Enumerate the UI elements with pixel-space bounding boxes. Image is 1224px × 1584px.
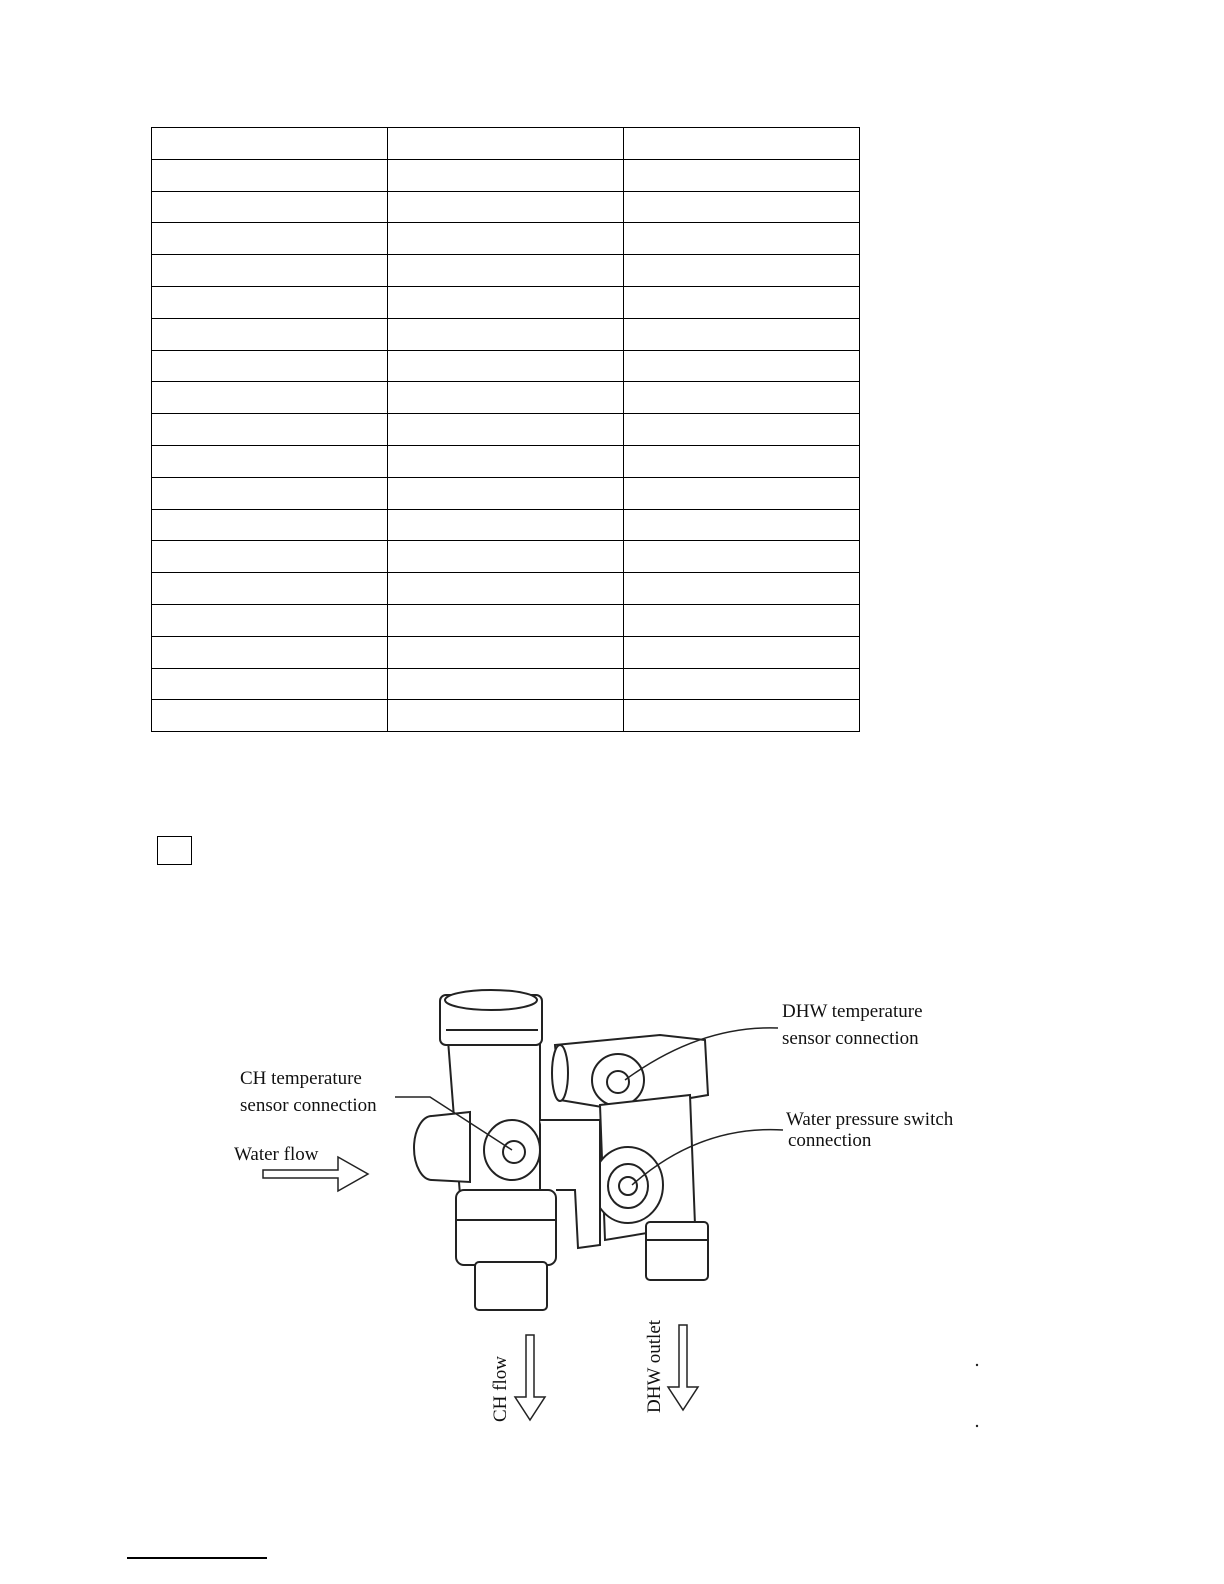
ch-lower-coupling [456, 1190, 556, 1265]
pressure-switch-label-line2: connection [788, 1130, 872, 1151]
stray-dot [976, 1425, 978, 1427]
dhw-outlet-arrow [668, 1325, 698, 1410]
dhw-outlet-pipe [646, 1222, 708, 1280]
stray-dot [976, 1364, 978, 1366]
ch-outlet-pipe [475, 1262, 547, 1310]
ch-temp-label-line1: CH temperature [240, 1068, 362, 1089]
footer-rule [127, 1557, 267, 1559]
dhw-outlet-label: DHW outlet [644, 1319, 665, 1413]
water-flow-label: Water flow [234, 1144, 319, 1165]
pressure-switch-label-line1: Water pressure switch [786, 1109, 954, 1130]
ch-flow-arrow [515, 1335, 545, 1420]
ch-flow-label: CH flow [490, 1356, 511, 1422]
top-cap-rim [445, 990, 537, 1010]
dhw-temp-label-line2: sensor connection [782, 1028, 919, 1049]
ch-temp-label-line2: sensor connection [240, 1095, 377, 1116]
dhw-temp-label-line1: DHW temperature [782, 1001, 923, 1022]
